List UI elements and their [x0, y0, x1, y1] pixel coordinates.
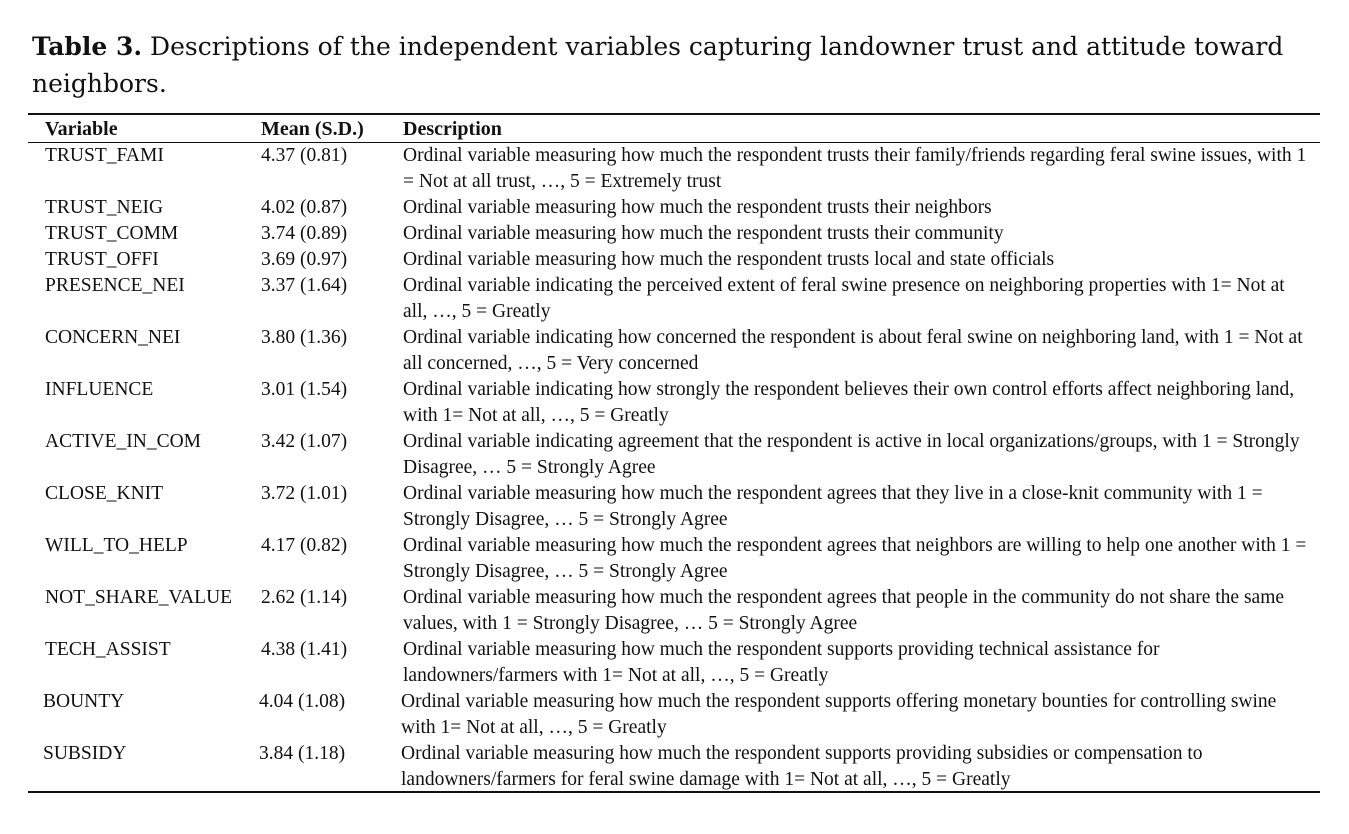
table-row [0, 533, 1349, 585]
cell-mean: 4.38 (1.41) [261, 639, 348, 660]
cell-mean: 3.74 (0.89) [261, 223, 348, 244]
table-row [0, 195, 1349, 221]
cell-variable: TRUST_COMM [45, 223, 179, 244]
cell-description: Ordinal variable measuring how much the respondent agrees that neighbors are willing to help one another with 1 = Strongly Disagree, … 5 = Strongly Agree [403, 535, 1307, 582]
cell-description: Ordinal variable indicating agreement that the respondent is active in local organizations/groups, with 1 = Strongly Disagree, … 5 = Strongly Agree [403, 431, 1300, 478]
caption-text: Descriptions of the independent variables capturing landowner trust and attitude toward neighbors. [32, 32, 1284, 98]
cell-mean: 3.69 (0.97) [261, 249, 348, 270]
caption-label: Table 3. [32, 32, 143, 61]
cell-description: Ordinal variable indicating how strongly the respondent believes their own control efforts affect neighboring land, with 1= Not at all, …, 5 = Greatly [403, 379, 1295, 426]
cell-variable: WILL_TO_HELP [45, 535, 188, 556]
cell-mean: 3.84 (1.18) [259, 743, 346, 764]
cell-description: Ordinal variable measuring how much the respondent agrees that people in the community do not share the same values, with 1 = Strongly Disagree, … 5 = Strongly Agree [403, 587, 1285, 634]
cell-description: Ordinal variable measuring how much the respondent supports providing subsidies or compensation to landowners/farmers for feral swine damage with 1= Not at all, …, 5 = Greatly [401, 743, 1203, 790]
cell-mean: 2.62 (1.14) [261, 587, 348, 608]
cell-mean: 4.04 (1.08) [259, 691, 346, 712]
cell-variable: INFLUENCE [45, 379, 154, 400]
cell-variable: TECH_ASSIST [45, 639, 171, 660]
cell-mean: 3.80 (1.36) [261, 327, 348, 348]
table-row [0, 481, 1349, 533]
table-row [0, 325, 1349, 377]
cell-description: Ordinal variable measuring how much the respondent supports providing technical assistance for landowners/farmers with 1= Not at all, …, 5 = Greatly [403, 639, 1160, 686]
cell-variable: NOT_SHARE_VALUE [45, 587, 233, 608]
table-row [0, 247, 1349, 273]
table-row [0, 741, 1349, 793]
cell-variable: ACTIVE_IN_COM [45, 431, 201, 452]
table-body [0, 143, 1349, 793]
cell-variable: BOUNTY [43, 691, 125, 712]
cell-mean: 4.37 (0.81) [261, 145, 348, 166]
cell-mean: 3.01 (1.54) [261, 379, 348, 400]
table-bottom-rule [28, 791, 1320, 793]
cell-variable: CONCERN_NEI [45, 327, 181, 348]
table-row [0, 273, 1349, 325]
table-row [0, 221, 1349, 247]
table-row [0, 429, 1349, 481]
cell-variable: CLOSE_KNIT [45, 483, 164, 504]
cell-description: Ordinal variable indicating how concerned the respondent is about feral swine on neighboring land, with 1 = Not at all concerned, …, 5 = Very concerned [403, 327, 1303, 374]
cell-description: Ordinal variable measuring how much the respondent agrees that they live in a close-knit community with 1 = Strongly Disagree, … 5 = Strongly Agree [403, 483, 1263, 530]
cell-variable: TRUST_NEIG [45, 197, 164, 218]
cell-description: Ordinal variable measuring how much the respondent trusts their community [403, 223, 1004, 244]
cell-mean: 3.42 (1.07) [261, 431, 348, 452]
cell-description: Ordinal variable measuring how much the respondent supports offering monetary bounties for controlling swine with 1= Not at all, …, 5 = Greatly [401, 691, 1277, 738]
table-row [0, 689, 1349, 741]
cell-variable: TRUST_FAMI [45, 145, 164, 166]
cell-variable: TRUST_OFFI [45, 249, 159, 270]
table-row [0, 377, 1349, 429]
cell-description: Ordinal variable indicating the perceived extent of feral swine presence on neighboring properties with 1= Not at all, …, 5 = Greatly [403, 275, 1285, 322]
table-row [0, 143, 1349, 195]
header-description: Description [403, 118, 502, 140]
table-row [0, 637, 1349, 689]
header-mean: Mean (S.D.) [261, 118, 364, 140]
cell-description: Ordinal variable measuring how much the respondent trusts their neighbors [403, 197, 992, 218]
cell-variable: PRESENCE_NEI [45, 275, 185, 296]
table-top-rule [28, 113, 1320, 115]
cell-variable: SUBSIDY [43, 743, 127, 764]
cell-description: Ordinal variable measuring how much the respondent trusts their family/friends regarding feral swine issues, with 1 = Not at all trust, …, 5 = Extremely trust [403, 145, 1307, 192]
cell-mean: 3.72 (1.01) [261, 483, 348, 504]
cell-mean: 4.02 (0.87) [261, 197, 348, 218]
table-caption [32, 28, 1302, 102]
cell-description: Ordinal variable measuring how much the respondent trusts local and state officials [403, 249, 1055, 270]
header-variable: Variable [45, 118, 118, 140]
cell-mean: 4.17 (0.82) [261, 535, 348, 556]
table-header [0, 117, 1349, 141]
cell-mean: 3.37 (1.64) [261, 275, 348, 296]
table-row [0, 585, 1349, 637]
